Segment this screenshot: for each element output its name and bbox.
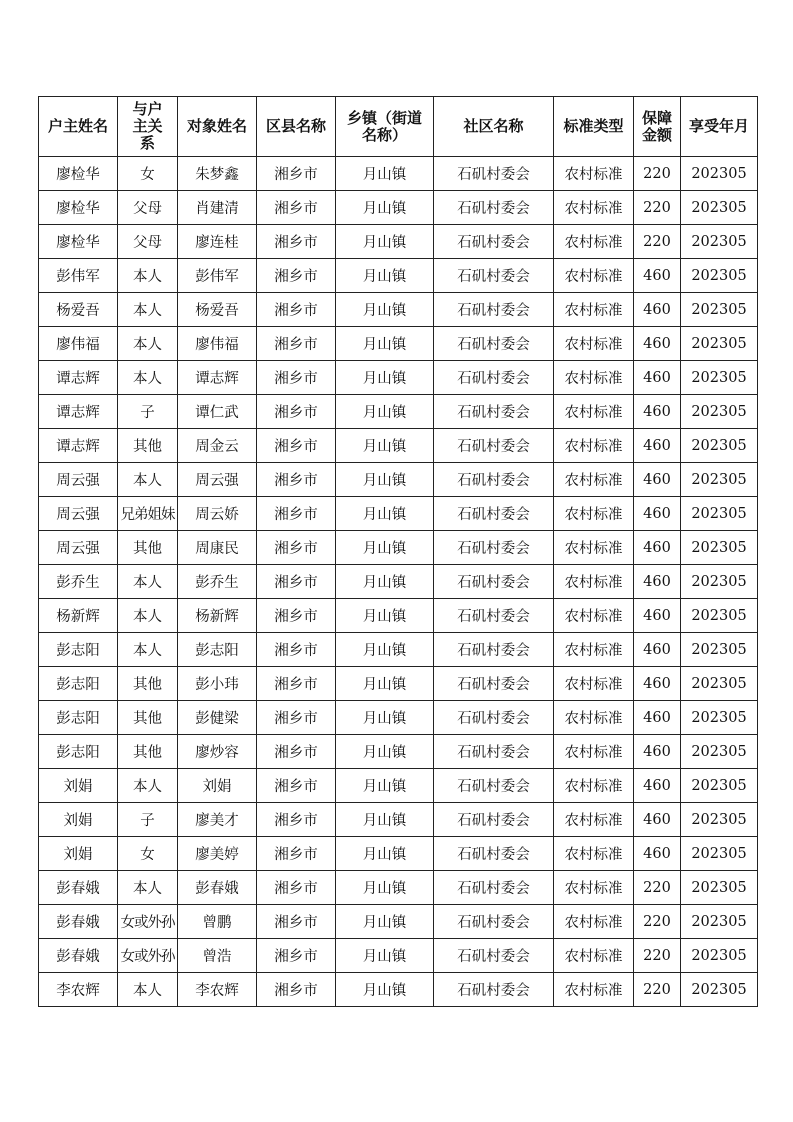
header-community: 社区名称	[434, 97, 554, 157]
cell-month: 202305	[681, 531, 758, 565]
cell-householder-name: 廖检华	[39, 225, 118, 259]
cell-community: 石矶村委会	[434, 497, 554, 531]
cell-householder-name: 周云强	[39, 531, 118, 565]
table-row	[39, 633, 758, 667]
header-householder-name: 户主姓名	[39, 97, 118, 157]
cell-county: 湘乡市	[257, 191, 336, 225]
cell-township: 月山镇	[336, 871, 434, 905]
cell-amount: 460	[634, 701, 681, 735]
cell-township: 月山镇	[336, 735, 434, 769]
cell-county: 湘乡市	[257, 871, 336, 905]
cell-recipient-name: 曾浩	[178, 939, 257, 973]
cell-county: 湘乡市	[257, 327, 336, 361]
cell-relationship: 女	[118, 837, 178, 871]
table-row	[39, 225, 758, 259]
cell-householder-name: 刘娟	[39, 769, 118, 803]
cell-township: 月山镇	[336, 429, 434, 463]
cell-township: 月山镇	[336, 599, 434, 633]
cell-amount: 220	[634, 157, 681, 191]
cell-relationship: 子	[118, 395, 178, 429]
cell-relationship: 本人	[118, 633, 178, 667]
cell-county: 湘乡市	[257, 973, 336, 1007]
cell-county: 湘乡市	[257, 565, 336, 599]
cell-recipient-name: 彭春娥	[178, 871, 257, 905]
cell-month: 202305	[681, 769, 758, 803]
cell-recipient-name: 廖炒容	[178, 735, 257, 769]
cell-relationship: 女	[118, 157, 178, 191]
table-row	[39, 531, 758, 565]
cell-community: 石矶村委会	[434, 191, 554, 225]
cell-relationship: 子	[118, 803, 178, 837]
cell-month: 202305	[681, 429, 758, 463]
table-row	[39, 327, 758, 361]
cell-amount: 220	[634, 191, 681, 225]
cell-standard-type: 农村标准	[554, 701, 634, 735]
cell-month: 202305	[681, 463, 758, 497]
cell-community: 石矶村委会	[434, 769, 554, 803]
cell-month: 202305	[681, 871, 758, 905]
cell-recipient-name: 周云强	[178, 463, 257, 497]
cell-month: 202305	[681, 633, 758, 667]
table-row	[39, 463, 758, 497]
cell-relationship: 其他	[118, 735, 178, 769]
cell-householder-name: 彭春娥	[39, 871, 118, 905]
table-row	[39, 973, 758, 1007]
cell-householder-name: 李农辉	[39, 973, 118, 1007]
cell-township: 月山镇	[336, 157, 434, 191]
cell-community: 石矶村委会	[434, 259, 554, 293]
cell-householder-name: 杨新辉	[39, 599, 118, 633]
cell-county: 湘乡市	[257, 769, 336, 803]
cell-month: 202305	[681, 701, 758, 735]
table-row	[39, 769, 758, 803]
cell-householder-name: 杨爱吾	[39, 293, 118, 327]
cell-county: 湘乡市	[257, 361, 336, 395]
cell-community: 石矶村委会	[434, 327, 554, 361]
cell-standard-type: 农村标准	[554, 463, 634, 497]
table-row	[39, 905, 758, 939]
cell-standard-type: 农村标准	[554, 837, 634, 871]
cell-recipient-name: 彭伟军	[178, 259, 257, 293]
cell-standard-type: 农村标准	[554, 973, 634, 1007]
cell-month: 202305	[681, 939, 758, 973]
cell-month: 202305	[681, 259, 758, 293]
cell-relationship: 其他	[118, 429, 178, 463]
table-row	[39, 871, 758, 905]
cell-community: 石矶村委会	[434, 293, 554, 327]
cell-householder-name: 彭春娥	[39, 905, 118, 939]
table-row	[39, 361, 758, 395]
cell-standard-type: 农村标准	[554, 939, 634, 973]
table-row	[39, 429, 758, 463]
cell-community: 石矶村委会	[434, 633, 554, 667]
cell-recipient-name: 廖连桂	[178, 225, 257, 259]
cell-householder-name: 彭伟军	[39, 259, 118, 293]
cell-county: 湘乡市	[257, 837, 336, 871]
cell-householder-name: 谭志辉	[39, 429, 118, 463]
cell-community: 石矶村委会	[434, 735, 554, 769]
cell-county: 湘乡市	[257, 939, 336, 973]
table-row	[39, 259, 758, 293]
cell-amount: 460	[634, 837, 681, 871]
cell-community: 石矶村委会	[434, 905, 554, 939]
cell-month: 202305	[681, 497, 758, 531]
cell-standard-type: 农村标准	[554, 667, 634, 701]
cell-recipient-name: 彭健梁	[178, 701, 257, 735]
cell-county: 湘乡市	[257, 735, 336, 769]
cell-community: 石矶村委会	[434, 429, 554, 463]
cell-community: 石矶村委会	[434, 361, 554, 395]
cell-householder-name: 刘娟	[39, 837, 118, 871]
cell-recipient-name: 李农辉	[178, 973, 257, 1007]
cell-householder-name: 彭春娥	[39, 939, 118, 973]
cell-township: 月山镇	[336, 191, 434, 225]
cell-standard-type: 农村标准	[554, 565, 634, 599]
cell-standard-type: 农村标准	[554, 327, 634, 361]
cell-amount: 460	[634, 769, 681, 803]
cell-standard-type: 农村标准	[554, 361, 634, 395]
cell-month: 202305	[681, 225, 758, 259]
cell-community: 石矶村委会	[434, 837, 554, 871]
cell-county: 湘乡市	[257, 225, 336, 259]
cell-county: 湘乡市	[257, 803, 336, 837]
header-township: 乡镇（街道名称）	[336, 97, 434, 157]
cell-recipient-name: 廖美才	[178, 803, 257, 837]
cell-county: 湘乡市	[257, 293, 336, 327]
cell-township: 月山镇	[336, 293, 434, 327]
cell-community: 石矶村委会	[434, 225, 554, 259]
assistance-table	[38, 96, 758, 1007]
cell-amount: 460	[634, 327, 681, 361]
cell-township: 月山镇	[336, 973, 434, 1007]
cell-township: 月山镇	[336, 361, 434, 395]
table-row	[39, 837, 758, 871]
cell-relationship: 父母	[118, 191, 178, 225]
cell-recipient-name: 朱梦鑫	[178, 157, 257, 191]
cell-amount: 220	[634, 939, 681, 973]
cell-householder-name: 刘娟	[39, 803, 118, 837]
cell-householder-name: 谭志辉	[39, 395, 118, 429]
cell-standard-type: 农村标准	[554, 395, 634, 429]
cell-relationship: 女或外孙	[118, 939, 178, 973]
cell-recipient-name: 曾鹏	[178, 905, 257, 939]
cell-month: 202305	[681, 973, 758, 1007]
cell-recipient-name: 肖建清	[178, 191, 257, 225]
cell-householder-name: 彭志阳	[39, 701, 118, 735]
cell-county: 湘乡市	[257, 157, 336, 191]
cell-county: 湘乡市	[257, 395, 336, 429]
cell-month: 202305	[681, 735, 758, 769]
cell-standard-type: 农村标准	[554, 497, 634, 531]
header-month: 享受年月	[681, 97, 758, 157]
cell-amount: 460	[634, 667, 681, 701]
cell-recipient-name: 周云娇	[178, 497, 257, 531]
cell-standard-type: 农村标准	[554, 735, 634, 769]
cell-month: 202305	[681, 905, 758, 939]
cell-community: 石矶村委会	[434, 463, 554, 497]
cell-county: 湘乡市	[257, 633, 336, 667]
cell-householder-name: 廖伟福	[39, 327, 118, 361]
cell-month: 202305	[681, 599, 758, 633]
cell-amount: 460	[634, 463, 681, 497]
cell-householder-name: 彭志阳	[39, 735, 118, 769]
cell-householder-name: 彭志阳	[39, 667, 118, 701]
cell-relationship: 本人	[118, 769, 178, 803]
cell-month: 202305	[681, 837, 758, 871]
cell-township: 月山镇	[336, 565, 434, 599]
cell-recipient-name: 谭志辉	[178, 361, 257, 395]
cell-relationship: 本人	[118, 463, 178, 497]
cell-month: 202305	[681, 157, 758, 191]
cell-township: 月山镇	[336, 531, 434, 565]
cell-relationship: 女或外孙	[118, 905, 178, 939]
table-row	[39, 157, 758, 191]
cell-amount: 460	[634, 259, 681, 293]
cell-standard-type: 农村标准	[554, 803, 634, 837]
cell-township: 月山镇	[336, 769, 434, 803]
cell-township: 月山镇	[336, 633, 434, 667]
cell-township: 月山镇	[336, 701, 434, 735]
cell-amount: 460	[634, 293, 681, 327]
cell-recipient-name: 杨爱吾	[178, 293, 257, 327]
cell-amount: 220	[634, 225, 681, 259]
cell-relationship: 本人	[118, 327, 178, 361]
cell-standard-type: 农村标准	[554, 191, 634, 225]
cell-relationship: 兄弟姐妹	[118, 497, 178, 531]
cell-standard-type: 农村标准	[554, 259, 634, 293]
cell-county: 湘乡市	[257, 463, 336, 497]
cell-relationship: 本人	[118, 871, 178, 905]
cell-recipient-name: 彭志阳	[178, 633, 257, 667]
table-row	[39, 565, 758, 599]
cell-relationship: 其他	[118, 531, 178, 565]
cell-householder-name: 廖检华	[39, 191, 118, 225]
cell-month: 202305	[681, 667, 758, 701]
cell-recipient-name: 周金云	[178, 429, 257, 463]
cell-relationship: 父母	[118, 225, 178, 259]
cell-community: 石矶村委会	[434, 973, 554, 1007]
cell-householder-name: 彭乔生	[39, 565, 118, 599]
cell-township: 月山镇	[336, 905, 434, 939]
cell-community: 石矶村委会	[434, 803, 554, 837]
cell-relationship: 其他	[118, 701, 178, 735]
cell-county: 湘乡市	[257, 259, 336, 293]
cell-recipient-name: 刘娟	[178, 769, 257, 803]
table-row	[39, 497, 758, 531]
cell-month: 202305	[681, 191, 758, 225]
cell-relationship: 本人	[118, 293, 178, 327]
cell-householder-name: 彭志阳	[39, 633, 118, 667]
cell-county: 湘乡市	[257, 905, 336, 939]
cell-township: 月山镇	[336, 803, 434, 837]
cell-community: 石矶村委会	[434, 871, 554, 905]
cell-community: 石矶村委会	[434, 599, 554, 633]
cell-standard-type: 农村标准	[554, 633, 634, 667]
cell-community: 石矶村委会	[434, 395, 554, 429]
cell-householder-name: 周云强	[39, 463, 118, 497]
cell-month: 202305	[681, 361, 758, 395]
cell-amount: 460	[634, 429, 681, 463]
table-row	[39, 599, 758, 633]
cell-amount: 460	[634, 497, 681, 531]
cell-township: 月山镇	[336, 395, 434, 429]
cell-relationship: 本人	[118, 973, 178, 1007]
cell-county: 湘乡市	[257, 667, 336, 701]
table-row	[39, 191, 758, 225]
cell-recipient-name: 彭乔生	[178, 565, 257, 599]
cell-community: 石矶村委会	[434, 565, 554, 599]
table-row	[39, 803, 758, 837]
cell-amount: 220	[634, 973, 681, 1007]
table-row	[39, 939, 758, 973]
cell-recipient-name: 彭小玮	[178, 667, 257, 701]
cell-county: 湘乡市	[257, 497, 336, 531]
cell-month: 202305	[681, 803, 758, 837]
cell-community: 石矶村委会	[434, 667, 554, 701]
cell-township: 月山镇	[336, 225, 434, 259]
table-row	[39, 667, 758, 701]
header-amount: 保障金额	[634, 97, 681, 157]
cell-county: 湘乡市	[257, 429, 336, 463]
cell-amount: 460	[634, 735, 681, 769]
cell-relationship: 本人	[118, 259, 178, 293]
cell-amount: 460	[634, 531, 681, 565]
cell-month: 202305	[681, 327, 758, 361]
cell-standard-type: 农村标准	[554, 871, 634, 905]
cell-relationship: 其他	[118, 667, 178, 701]
cell-township: 月山镇	[336, 939, 434, 973]
cell-standard-type: 农村标准	[554, 225, 634, 259]
cell-amount: 220	[634, 905, 681, 939]
cell-householder-name: 谭志辉	[39, 361, 118, 395]
header-standard-type: 标准类型	[554, 97, 634, 157]
header-recipient-name: 对象姓名	[178, 97, 257, 157]
cell-relationship: 本人	[118, 361, 178, 395]
cell-recipient-name: 杨新辉	[178, 599, 257, 633]
cell-recipient-name: 周康民	[178, 531, 257, 565]
cell-township: 月山镇	[336, 327, 434, 361]
cell-recipient-name: 谭仁武	[178, 395, 257, 429]
header-row	[39, 97, 758, 157]
cell-standard-type: 农村标准	[554, 293, 634, 327]
cell-township: 月山镇	[336, 837, 434, 871]
cell-township: 月山镇	[336, 259, 434, 293]
cell-standard-type: 农村标准	[554, 905, 634, 939]
cell-recipient-name: 廖伟福	[178, 327, 257, 361]
header-county: 区县名称	[257, 97, 336, 157]
cell-standard-type: 农村标准	[554, 769, 634, 803]
cell-county: 湘乡市	[257, 701, 336, 735]
cell-amount: 460	[634, 395, 681, 429]
cell-township: 月山镇	[336, 463, 434, 497]
cell-relationship: 本人	[118, 565, 178, 599]
cell-amount: 220	[634, 871, 681, 905]
cell-amount: 460	[634, 633, 681, 667]
cell-county: 湘乡市	[257, 531, 336, 565]
table-row	[39, 395, 758, 429]
table-row	[39, 701, 758, 735]
cell-month: 202305	[681, 565, 758, 599]
cell-county: 湘乡市	[257, 599, 336, 633]
table-row	[39, 735, 758, 769]
cell-community: 石矶村委会	[434, 701, 554, 735]
cell-standard-type: 农村标准	[554, 599, 634, 633]
table-row	[39, 293, 758, 327]
cell-standard-type: 农村标准	[554, 429, 634, 463]
cell-standard-type: 农村标准	[554, 157, 634, 191]
header-relationship: 与户主关系	[118, 97, 178, 157]
cell-community: 石矶村委会	[434, 531, 554, 565]
cell-recipient-name: 廖美婷	[178, 837, 257, 871]
cell-month: 202305	[681, 293, 758, 327]
cell-householder-name: 廖检华	[39, 157, 118, 191]
cell-householder-name: 周云强	[39, 497, 118, 531]
cell-community: 石矶村委会	[434, 157, 554, 191]
cell-township: 月山镇	[336, 667, 434, 701]
cell-amount: 460	[634, 565, 681, 599]
cell-amount: 460	[634, 361, 681, 395]
cell-relationship: 本人	[118, 599, 178, 633]
cell-standard-type: 农村标准	[554, 531, 634, 565]
cell-amount: 460	[634, 599, 681, 633]
cell-community: 石矶村委会	[434, 939, 554, 973]
cell-amount: 460	[634, 803, 681, 837]
cell-township: 月山镇	[336, 497, 434, 531]
cell-month: 202305	[681, 395, 758, 429]
